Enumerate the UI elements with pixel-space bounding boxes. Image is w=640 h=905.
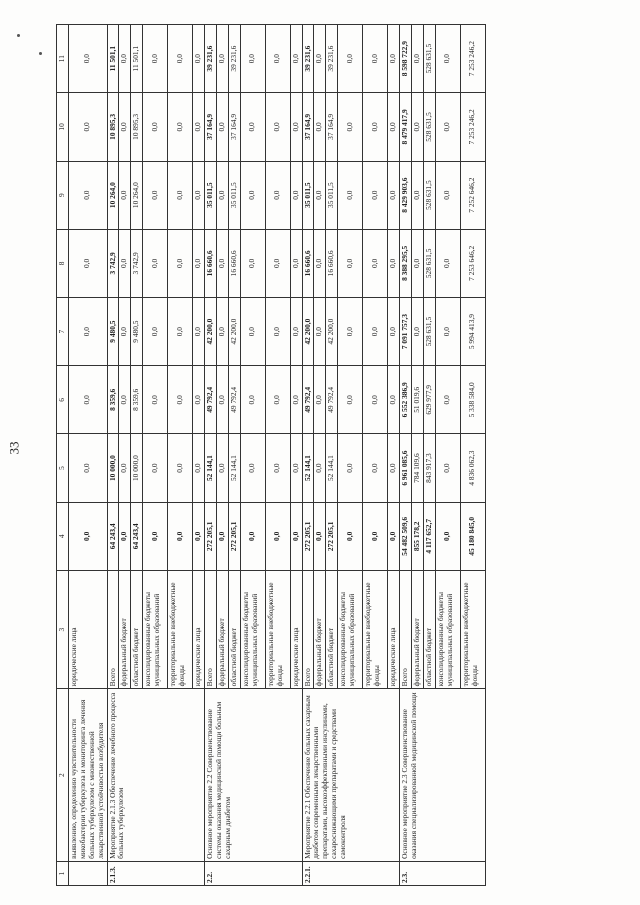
table-frame bbox=[56, 24, 622, 886]
value-cell: 0,0 bbox=[265, 229, 290, 297]
col-header: 9 bbox=[57, 161, 69, 229]
col-header: 10 bbox=[57, 93, 69, 161]
value-cell: 5 338 584,0 bbox=[460, 366, 485, 434]
col-header: 1 bbox=[57, 861, 69, 885]
col-header: 11 bbox=[57, 25, 69, 93]
value-cell: 0,0 bbox=[143, 366, 168, 434]
value-cell: 0,0 bbox=[69, 229, 108, 297]
value-cell: 0,0 bbox=[388, 366, 400, 434]
value-cell: 7 252 646,2 bbox=[460, 161, 485, 229]
source-cell: областной бюджет bbox=[228, 570, 240, 688]
value-cell: 0,0 bbox=[119, 161, 131, 229]
value-cell: 272 205,1 bbox=[205, 502, 217, 570]
value-cell: 10 264,0 bbox=[107, 161, 119, 229]
value-cell: 11 501,1 bbox=[131, 25, 143, 93]
value-cell: 0,0 bbox=[168, 161, 193, 229]
measure-name-cell: Основное мероприятие 2.3 Совершенствование оказания специализированной медицинской помощи bbox=[400, 689, 486, 862]
source-cell: территориальные внебюджетные фонды bbox=[460, 570, 485, 688]
code-cell: 2.3. bbox=[400, 861, 486, 885]
value-cell: 843 917,3 bbox=[423, 434, 435, 502]
value-cell: 9 480,5 bbox=[131, 297, 143, 365]
value-cell: 0,0 bbox=[216, 25, 228, 93]
value-cell: 0,0 bbox=[119, 25, 131, 93]
value-cell: 0,0 bbox=[193, 366, 205, 434]
value-cell: 0,0 bbox=[435, 434, 460, 502]
source-cell: юридические лица bbox=[193, 570, 205, 688]
source-cell: Всего bbox=[107, 570, 119, 688]
value-cell: 528 631,5 bbox=[423, 297, 435, 365]
value-cell: 0,0 bbox=[69, 502, 108, 570]
value-cell: 0,0 bbox=[69, 161, 108, 229]
table-row bbox=[400, 25, 412, 886]
col-header: 2 bbox=[57, 689, 69, 862]
value-cell: 0,0 bbox=[314, 93, 326, 161]
value-cell: 855 178,2 bbox=[411, 502, 423, 570]
value-cell: 42 200,0 bbox=[228, 297, 240, 365]
value-cell: 0,0 bbox=[314, 25, 326, 93]
value-cell: 35 011,5 bbox=[228, 161, 240, 229]
source-cell: областной бюджет bbox=[423, 570, 435, 688]
value-cell: 0,0 bbox=[265, 161, 290, 229]
value-cell: 0,0 bbox=[240, 161, 265, 229]
code-cell bbox=[69, 861, 108, 885]
value-cell: 0,0 bbox=[265, 366, 290, 434]
value-cell: 0,0 bbox=[69, 366, 108, 434]
value-cell: 0,0 bbox=[216, 366, 228, 434]
value-cell: 35 011,5 bbox=[205, 161, 217, 229]
budget-table bbox=[56, 24, 486, 886]
value-cell: 0,0 bbox=[168, 93, 193, 161]
value-cell: 0,0 bbox=[168, 434, 193, 502]
value-cell: 8 479 417,9 bbox=[400, 93, 412, 161]
value-cell: 0,0 bbox=[388, 93, 400, 161]
value-cell: 16 660,6 bbox=[326, 229, 338, 297]
value-cell: 0,0 bbox=[338, 93, 363, 161]
value-cell: 64 243,4 bbox=[107, 502, 119, 570]
value-cell: 7 253 246,2 bbox=[460, 93, 485, 161]
value-cell: 0,0 bbox=[240, 366, 265, 434]
value-cell: 0,0 bbox=[363, 434, 388, 502]
value-cell: 0,0 bbox=[193, 229, 205, 297]
source-cell: территориальные внебюджетные фонды bbox=[363, 570, 388, 688]
value-cell: 528 631,5 bbox=[423, 93, 435, 161]
value-cell: 3 742,9 bbox=[131, 229, 143, 297]
value-cell: 0,0 bbox=[119, 229, 131, 297]
value-cell: 10 895,3 bbox=[107, 93, 119, 161]
source-cell: консолидированные бюджеты муниципальных образований bbox=[435, 570, 460, 688]
measure-name-cell: Мероприятие 2.2.1 Обеспечение больных сахарным диабетом современными лекарственными препаратами, высокоэффективными инсулинами, сахароснижающими препаратами и средствами самоконтроля bbox=[302, 689, 400, 862]
value-cell: 272 205,1 bbox=[302, 502, 314, 570]
value-cell: 7 253 646,2 bbox=[460, 229, 485, 297]
value-cell: 0,0 bbox=[143, 161, 168, 229]
source-cell: федеральный бюджет bbox=[411, 570, 423, 688]
value-cell: 6 552 386,9 bbox=[400, 366, 412, 434]
col-header: 4 bbox=[57, 502, 69, 570]
value-cell: 0,0 bbox=[363, 161, 388, 229]
value-cell: 0,0 bbox=[388, 229, 400, 297]
col-header: 7 bbox=[57, 297, 69, 365]
table-row bbox=[107, 25, 119, 886]
value-cell: 0,0 bbox=[338, 434, 363, 502]
value-cell: 0,0 bbox=[216, 93, 228, 161]
source-cell: областной бюджет bbox=[326, 570, 338, 688]
value-cell: 0,0 bbox=[338, 502, 363, 570]
value-cell: 42 200,0 bbox=[326, 297, 338, 365]
source-cell: областной бюджет bbox=[131, 570, 143, 688]
scan-dot bbox=[17, 34, 20, 37]
value-cell: 0,0 bbox=[193, 93, 205, 161]
measure-name-cell: Мероприятие 2.1.3 Обеспечение лечебного процесса больных туберкулезом bbox=[107, 689, 205, 862]
value-cell: 0,0 bbox=[338, 25, 363, 93]
value-cell: 39 231,6 bbox=[326, 25, 338, 93]
value-cell: 0,0 bbox=[193, 434, 205, 502]
value-cell: 528 631,5 bbox=[423, 25, 435, 93]
value-cell: 0,0 bbox=[314, 434, 326, 502]
value-cell: 0,0 bbox=[314, 229, 326, 297]
value-cell: 49 792,4 bbox=[228, 366, 240, 434]
value-cell: 52 144,1 bbox=[326, 434, 338, 502]
value-cell: 0,0 bbox=[240, 25, 265, 93]
value-cell: 0,0 bbox=[265, 297, 290, 365]
value-cell: 0,0 bbox=[435, 366, 460, 434]
value-cell: 0,0 bbox=[265, 434, 290, 502]
value-cell: 0,0 bbox=[143, 25, 168, 93]
value-cell: 0,0 bbox=[290, 229, 302, 297]
value-cell: 0,0 bbox=[69, 25, 108, 93]
value-cell: 54 482 509,6 bbox=[400, 502, 412, 570]
value-cell: 3 742,9 bbox=[107, 229, 119, 297]
value-cell: 0,0 bbox=[411, 297, 423, 365]
value-cell: 528 631,5 bbox=[423, 161, 435, 229]
value-cell: 0,0 bbox=[388, 502, 400, 570]
measure-name-cell: Основное мероприятие 2.2 Совершенствование системы оказания медицинской помощи больным сахарным диабетом bbox=[205, 689, 303, 862]
value-cell: 0,0 bbox=[411, 161, 423, 229]
source-cell: консолидированные бюджеты муниципальных образований bbox=[143, 570, 168, 688]
value-cell: 0,0 bbox=[216, 161, 228, 229]
value-cell: 0,0 bbox=[143, 93, 168, 161]
value-cell: 0,0 bbox=[240, 502, 265, 570]
value-cell: 0,0 bbox=[119, 502, 131, 570]
col-header: 5 bbox=[57, 434, 69, 502]
value-cell: 0,0 bbox=[338, 161, 363, 229]
source-cell: юридические лица bbox=[69, 570, 108, 688]
value-cell: 49 792,4 bbox=[326, 366, 338, 434]
value-cell: 0,0 bbox=[435, 25, 460, 93]
source-cell: Всего bbox=[205, 570, 217, 688]
value-cell: 0,0 bbox=[388, 297, 400, 365]
value-cell: 0,0 bbox=[411, 229, 423, 297]
value-cell: 272 205,1 bbox=[326, 502, 338, 570]
value-cell: 7 253 246,2 bbox=[460, 25, 485, 93]
value-cell: 0,0 bbox=[290, 434, 302, 502]
value-cell: 16 660,6 bbox=[228, 229, 240, 297]
value-cell: 0,0 bbox=[193, 502, 205, 570]
col-header: 8 bbox=[57, 229, 69, 297]
value-cell: 52 144,1 bbox=[205, 434, 217, 502]
value-cell: 0,0 bbox=[411, 93, 423, 161]
value-cell: 0,0 bbox=[314, 161, 326, 229]
value-cell: 49 792,4 bbox=[302, 366, 314, 434]
value-cell: 6 961 085,6 bbox=[400, 434, 412, 502]
value-cell: 0,0 bbox=[411, 25, 423, 93]
value-cell: 0,0 bbox=[363, 502, 388, 570]
value-cell: 0,0 bbox=[168, 502, 193, 570]
value-cell: 0,0 bbox=[290, 93, 302, 161]
value-cell: 0,0 bbox=[193, 25, 205, 93]
value-cell: 784 109,6 bbox=[411, 434, 423, 502]
value-cell: 0,0 bbox=[168, 366, 193, 434]
source-cell: Всего bbox=[302, 570, 314, 688]
value-cell: 0,0 bbox=[314, 297, 326, 365]
value-cell: 0,0 bbox=[290, 25, 302, 93]
value-cell: 0,0 bbox=[363, 297, 388, 365]
value-cell: 528 631,5 bbox=[423, 229, 435, 297]
value-cell: 0,0 bbox=[265, 25, 290, 93]
value-cell: 0,0 bbox=[435, 297, 460, 365]
value-cell: 8 359,6 bbox=[107, 366, 119, 434]
source-cell: территориальные внебюджетные фонды bbox=[168, 570, 193, 688]
value-cell: 64 243,4 bbox=[131, 502, 143, 570]
value-cell: 0,0 bbox=[435, 93, 460, 161]
value-cell: 0,0 bbox=[435, 161, 460, 229]
code-cell: 2.2.1. bbox=[302, 861, 400, 885]
value-cell: 10 895,3 bbox=[131, 93, 143, 161]
value-cell: 37 164,9 bbox=[228, 93, 240, 161]
value-cell: 10 264,0 bbox=[131, 161, 143, 229]
value-cell: 0,0 bbox=[119, 93, 131, 161]
value-cell: 8 429 903,6 bbox=[400, 161, 412, 229]
value-cell: 0,0 bbox=[119, 434, 131, 502]
rotated-table-container bbox=[56, 24, 622, 886]
value-cell: 0,0 bbox=[314, 502, 326, 570]
value-cell: 0,0 bbox=[143, 434, 168, 502]
table-row bbox=[69, 25, 108, 886]
value-cell: 0,0 bbox=[388, 161, 400, 229]
value-cell: 42 200,0 bbox=[302, 297, 314, 365]
value-cell: 51 019,6 bbox=[411, 366, 423, 434]
source-cell: федеральный бюджет bbox=[314, 570, 326, 688]
value-cell: 16 660,6 bbox=[302, 229, 314, 297]
source-cell: Всего bbox=[400, 570, 412, 688]
table-row bbox=[302, 25, 314, 886]
source-cell: юридические лица bbox=[388, 570, 400, 688]
value-cell: 0,0 bbox=[435, 502, 460, 570]
value-cell: 0,0 bbox=[216, 434, 228, 502]
value-cell: 52 144,1 bbox=[302, 434, 314, 502]
value-cell: 0,0 bbox=[290, 366, 302, 434]
value-cell: 0,0 bbox=[168, 297, 193, 365]
value-cell: 0,0 bbox=[240, 434, 265, 502]
value-cell: 0,0 bbox=[168, 229, 193, 297]
value-cell: 0,0 bbox=[240, 297, 265, 365]
value-cell: 9 480,5 bbox=[107, 297, 119, 365]
value-cell: 8 359,6 bbox=[131, 366, 143, 434]
value-cell: 0,0 bbox=[338, 297, 363, 365]
description-cell: выявлению, определению чувствительности микобактерии туберкулеза и мониторинга лечения больных туберкулезом с множественной лекарственной устойчивостью возбудителя bbox=[69, 689, 108, 862]
value-cell: 35 011,5 bbox=[326, 161, 338, 229]
value-cell: 0,0 bbox=[119, 366, 131, 434]
source-cell: юридические лица bbox=[290, 570, 302, 688]
value-cell: 45 180 845,0 bbox=[460, 502, 485, 570]
value-cell: 39 231,6 bbox=[302, 25, 314, 93]
value-cell: 39 231,6 bbox=[228, 25, 240, 93]
value-cell: 49 792,4 bbox=[205, 366, 217, 434]
value-cell: 272 205,1 bbox=[228, 502, 240, 570]
value-cell: 0,0 bbox=[143, 229, 168, 297]
source-cell: федеральный бюджет bbox=[216, 570, 228, 688]
value-cell: 0,0 bbox=[290, 161, 302, 229]
value-cell: 0,0 bbox=[143, 297, 168, 365]
value-cell: 4 117 652,7 bbox=[423, 502, 435, 570]
source-cell: территориальные внебюджетные фонды bbox=[265, 570, 290, 688]
value-cell: 0,0 bbox=[193, 161, 205, 229]
value-cell: 0,0 bbox=[240, 93, 265, 161]
value-cell: 10 000,0 bbox=[131, 434, 143, 502]
value-cell: 35 011,5 bbox=[302, 161, 314, 229]
value-cell: 0,0 bbox=[363, 366, 388, 434]
value-cell: 0,0 bbox=[216, 229, 228, 297]
value-cell: 5 994 413,9 bbox=[460, 297, 485, 365]
value-cell: 0,0 bbox=[119, 297, 131, 365]
value-cell: 0,0 bbox=[265, 93, 290, 161]
value-cell: 0,0 bbox=[216, 502, 228, 570]
value-cell: 0,0 bbox=[290, 502, 302, 570]
value-cell: 8 598 722,9 bbox=[400, 25, 412, 93]
scan-dot bbox=[39, 52, 42, 55]
value-cell: 0,0 bbox=[69, 434, 108, 502]
value-cell: 0,0 bbox=[363, 93, 388, 161]
code-cell: 2.2. bbox=[205, 861, 303, 885]
page-number: 33 bbox=[6, 441, 22, 455]
col-header: 3 bbox=[57, 570, 69, 688]
table-row bbox=[205, 25, 217, 886]
col-header: 6 bbox=[57, 366, 69, 434]
value-cell: 0,0 bbox=[435, 229, 460, 297]
value-cell: 0,0 bbox=[265, 502, 290, 570]
value-cell: 37 164,9 bbox=[302, 93, 314, 161]
value-cell: 0,0 bbox=[69, 297, 108, 365]
value-cell: 0,0 bbox=[388, 434, 400, 502]
source-cell: консолидированные бюджеты муниципальных образований bbox=[338, 570, 363, 688]
value-cell: 0,0 bbox=[388, 25, 400, 93]
value-cell: 10 000,0 bbox=[107, 434, 119, 502]
value-cell: 39 231,6 bbox=[205, 25, 217, 93]
value-cell: 37 164,9 bbox=[205, 93, 217, 161]
value-cell: 11 501,1 bbox=[107, 25, 119, 93]
value-cell: 0,0 bbox=[240, 229, 265, 297]
value-cell: 0,0 bbox=[216, 297, 228, 365]
value-cell: 0,0 bbox=[69, 93, 108, 161]
value-cell: 7 091 757,3 bbox=[400, 297, 412, 365]
header-row bbox=[57, 25, 69, 886]
value-cell: 0,0 bbox=[168, 25, 193, 93]
value-cell: 0,0 bbox=[338, 366, 363, 434]
value-cell: 4 836 062,3 bbox=[460, 434, 485, 502]
source-cell: консолидированные бюджеты муниципальных образований bbox=[240, 570, 265, 688]
value-cell: 0,0 bbox=[193, 297, 205, 365]
value-cell: 0,0 bbox=[363, 229, 388, 297]
value-cell: 0,0 bbox=[363, 25, 388, 93]
value-cell: 37 164,9 bbox=[326, 93, 338, 161]
value-cell: 52 144,1 bbox=[228, 434, 240, 502]
value-cell: 0,0 bbox=[143, 502, 168, 570]
value-cell: 42 200,0 bbox=[205, 297, 217, 365]
value-cell: 629 977,9 bbox=[423, 366, 435, 434]
value-cell: 8 388 295,5 bbox=[400, 229, 412, 297]
value-cell: 16 660,6 bbox=[205, 229, 217, 297]
value-cell: 0,0 bbox=[290, 297, 302, 365]
value-cell: 0,0 bbox=[338, 229, 363, 297]
value-cell: 0,0 bbox=[314, 366, 326, 434]
source-cell: федеральный бюджет bbox=[119, 570, 131, 688]
code-cell: 2.1.3. bbox=[107, 861, 205, 885]
